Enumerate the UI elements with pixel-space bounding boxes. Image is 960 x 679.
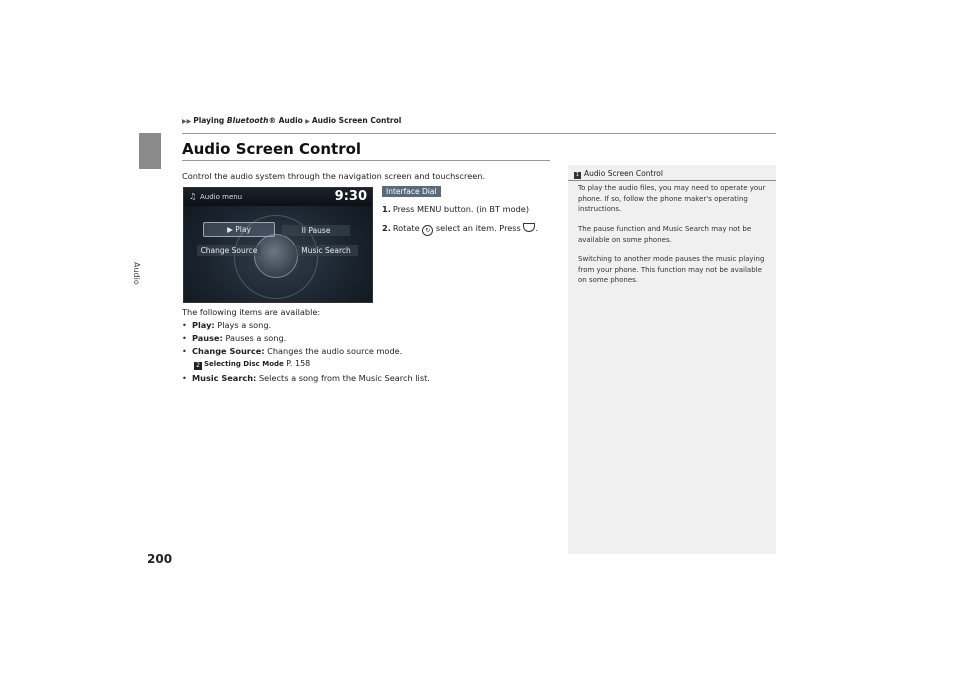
breadcrumb-arrow-icon: ▶ xyxy=(305,118,310,125)
side-note-divider xyxy=(568,180,776,181)
audio-menu-screenshot xyxy=(183,187,373,303)
available-items-list xyxy=(182,320,430,386)
breadcrumb xyxy=(182,116,401,125)
music-note-icon: ♫ xyxy=(189,192,197,201)
note-marker-icon: 1 xyxy=(575,172,580,178)
breadcrumb-part-1[interactable]: Playing Bluetooth® Audio xyxy=(193,116,303,125)
header-divider xyxy=(182,133,776,134)
side-note-paragraph: The pause function and Music Search may not be available on some phones. xyxy=(578,225,752,244)
press-dial-icon xyxy=(523,223,535,232)
screen-play-option: ▶ Play xyxy=(203,222,275,237)
page-number: 200 xyxy=(147,552,173,566)
screen-menu-label: Audio menu xyxy=(200,193,243,201)
list-item: • Music Search: Selects a song from the Music Search list. xyxy=(182,373,430,383)
cross-reference-icon: 2 xyxy=(194,362,202,370)
step-2: 2. Rotate ↻ select an item. Press . xyxy=(382,223,539,234)
screen-music-search-option: Music Search xyxy=(294,245,358,256)
chapter-tab xyxy=(139,133,161,169)
screen-pause-option: II Pause xyxy=(282,225,350,236)
breadcrumb-arrow-icon: ▶▶ xyxy=(182,118,192,125)
interface-dial-tag: Interface Dial xyxy=(382,186,441,197)
screen-change-source-option: Change Source xyxy=(197,245,261,256)
title-divider xyxy=(182,160,550,161)
chapter-label: Audio xyxy=(132,262,141,285)
screen-clock: 9:30 xyxy=(334,189,367,204)
intro-text: Control the audio system through the navigation screen and touchscreen. xyxy=(182,171,486,181)
rotate-dial-icon: ↻ xyxy=(422,225,433,236)
list-item: • Pause: Pauses a song. xyxy=(182,333,287,343)
side-note-paragraph: Switching to another mode pauses the music playing from your phone. This function may not be available on some phones. xyxy=(578,255,765,284)
side-note-paragraph: To play the audio files, you may need to operate your phone. If so, follow the phone maker's operating instructions. xyxy=(578,184,766,213)
step-1: 1. Press MENU button. (in BT mode) xyxy=(382,204,530,214)
page-title: Audio Screen Control xyxy=(182,140,362,158)
breadcrumb-part-2[interactable]: Audio Screen Control xyxy=(311,116,402,125)
side-note-heading: 1 Audio Screen Control xyxy=(575,169,663,178)
list-item: • Play: Plays a song. xyxy=(182,320,272,330)
list-item: • Change Source: Changes the audio source mode. xyxy=(182,346,403,356)
cross-reference-link[interactable]: 2 Selecting Disc Mode P. 158 xyxy=(182,359,430,373)
interface-dial-graphic xyxy=(254,234,298,278)
available-items-intro: The following items are available: xyxy=(182,307,321,317)
side-note-panel xyxy=(568,165,776,554)
